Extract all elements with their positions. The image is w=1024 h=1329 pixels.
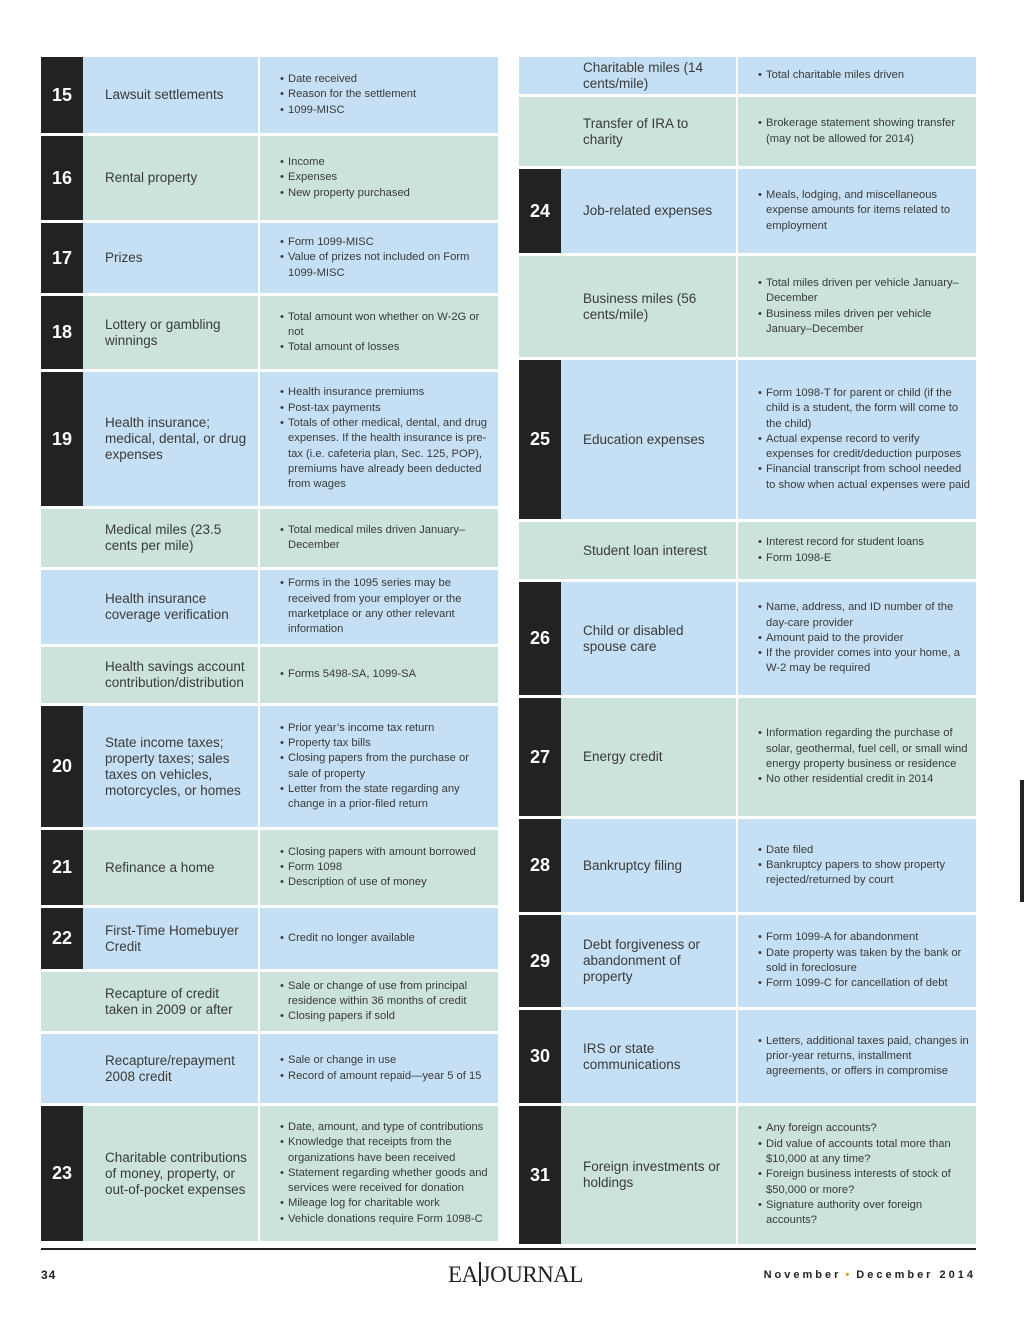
list-item: • Form 1099-A for abandonment — [758, 930, 970, 945]
documents-cell — [738, 915, 976, 1007]
documents-list — [758, 68, 904, 83]
row-number — [41, 972, 83, 1031]
row-number — [519, 97, 561, 166]
row-number: 26 — [519, 582, 561, 695]
list-item: • Forms in the 1095 series may be received from your employer or the marketplace or any other relevant information — [280, 576, 492, 637]
documents-cell — [260, 223, 498, 293]
documents-list — [280, 235, 492, 281]
list-item: • Signature authority over foreign accounts? — [758, 1198, 970, 1229]
logo-right: JOURNAL — [481, 1262, 583, 1287]
list-item: • Name, address, and ID number of the day-care provider — [758, 600, 970, 631]
list-item: • Expenses — [280, 170, 410, 185]
documents-list — [280, 72, 416, 118]
documents-list — [280, 1120, 492, 1227]
table-row — [41, 908, 498, 972]
list-item: • Sale or change of use from principal residence within 36 months of credit — [280, 979, 492, 1010]
list-item: • Date property was taken by the bank or sold in foreclosure — [758, 946, 970, 977]
category-cell — [561, 819, 738, 912]
list-item: • Description of use of money — [280, 875, 476, 890]
documents-list — [758, 843, 970, 889]
table-row — [519, 1010, 976, 1106]
documents-cell — [260, 57, 498, 133]
documents-list — [758, 276, 970, 337]
list-item: • If the provider comes into your home, a W-2 may be required — [758, 646, 970, 677]
category-label: IRS or state communications — [583, 1040, 681, 1072]
list-item: • Form 1099-MISC — [280, 235, 492, 250]
list-item: • Bankruptcy papers to show property rejected/returned by court — [758, 858, 970, 889]
documents-cell — [738, 582, 976, 695]
documents-list — [280, 310, 492, 356]
row-number: 29 — [519, 915, 561, 1007]
list-item: • Foreign business interests of stock of $50,000 or more? — [758, 1167, 970, 1198]
documents-cell — [260, 296, 498, 369]
category-cell — [83, 830, 260, 905]
row-number: 25 — [519, 360, 561, 519]
documents-cell — [260, 647, 498, 703]
list-item: • Reason for the settlement — [280, 87, 416, 102]
list-item: • Did value of accounts total more than $10,000 at any time? — [758, 1137, 970, 1168]
category-label: Charitable contributions of money, property, or out-of-pocket expenses — [105, 1149, 247, 1197]
list-item: • Total miles driven per vehicle January–December — [758, 276, 970, 307]
category-cell — [561, 582, 738, 695]
row-number: 18 — [41, 296, 83, 369]
category-cell — [561, 698, 738, 816]
category-label: Charitable miles (14 cents/mile) — [583, 59, 704, 91]
table-row — [41, 136, 498, 223]
category-cell — [83, 223, 260, 293]
table-row — [41, 972, 498, 1034]
table-row — [519, 582, 976, 698]
category-label: Child or disabled spouse care — [583, 622, 684, 654]
table-row — [519, 97, 976, 169]
list-item: • Any foreign accounts? — [758, 1121, 970, 1136]
category-cell — [561, 360, 738, 519]
row-number — [41, 570, 83, 644]
table-row — [41, 509, 498, 570]
table-row — [41, 1106, 498, 1244]
category-label: Foreign investments or holdings — [583, 1159, 721, 1190]
documents-list — [280, 523, 492, 554]
documents-cell — [260, 1106, 498, 1241]
category-label: Job-related expenses — [583, 203, 713, 218]
table-row — [519, 256, 976, 360]
category-cell — [83, 509, 260, 567]
category-label: Health savings account contribution/distribution — [105, 659, 245, 690]
category-label: Student loan interest — [583, 542, 707, 558]
category-label: Refinance a home — [105, 859, 215, 875]
category-label: Rental property — [105, 170, 198, 185]
documents-cell — [738, 360, 976, 519]
category-cell — [83, 972, 260, 1031]
list-item: • Actual expense record to verify expenses for credit/deduction purposes — [758, 432, 970, 463]
list-item: • Statement regarding whether goods and services were received for donation — [280, 1166, 492, 1197]
documents-list — [280, 721, 492, 813]
documents-cell — [738, 256, 976, 357]
table-row — [41, 1034, 498, 1106]
list-item: • Forms 5498-SA, 1099-SA — [280, 667, 416, 682]
documents-cell — [260, 372, 498, 506]
row-number: 22 — [41, 908, 83, 969]
list-item: • Post-tax payments — [280, 401, 492, 416]
category-cell — [83, 570, 260, 644]
row-number — [519, 57, 561, 94]
list-item: • Record of amount repaid—year 5 of 15 — [280, 1069, 481, 1084]
logo-left: EA — [448, 1262, 478, 1287]
documents-list — [280, 385, 492, 492]
list-item: • Closing papers if sold — [280, 1009, 492, 1024]
category-label: Debt forgiveness or abandonment of property — [583, 937, 701, 984]
documents-list — [758, 188, 970, 234]
documents-list — [280, 845, 476, 891]
list-item: • Totals of other medical, dental, and drug expenses. If the health insurance is pre-tax (i.e. cafeteria plan, Sec. 125, POP), premiums have already been deducted from wages — [280, 416, 492, 492]
list-item: • Mileage log for charitable work — [280, 1196, 492, 1211]
list-item: • Form 1099-C for cancellation of debt — [758, 976, 970, 991]
list-item: • Brokerage statement showing transfer (may not be allowed for 2014) — [758, 116, 970, 147]
documents-list — [758, 386, 970, 493]
list-item: • Health insurance premiums — [280, 385, 492, 400]
list-item: • Prior year’s income tax return — [280, 721, 492, 736]
list-item: • Letters, additional taxes paid, changes in prior-year returns, installment agreements, or offers in compromise — [758, 1034, 970, 1080]
category-cell — [561, 1010, 738, 1103]
documents-cell — [260, 706, 498, 827]
table-row — [519, 360, 976, 522]
list-item: • Date, amount, and type of contributions — [280, 1120, 492, 1135]
category-label: Prizes — [105, 250, 143, 265]
category-cell — [561, 97, 738, 166]
category-cell — [83, 1034, 260, 1103]
documents-cell — [260, 908, 498, 969]
documents-cell — [738, 819, 976, 912]
documents-cell — [260, 972, 498, 1031]
documents-cell — [738, 57, 976, 94]
list-item: • Information regarding the purchase of solar, geothermal, fuel cell, or small wind energy property business or residence — [758, 726, 970, 772]
category-cell — [83, 136, 260, 220]
category-label: Transfer of IRA to charity — [583, 115, 689, 147]
category-cell — [561, 1106, 738, 1244]
row-number: 23 — [41, 1106, 83, 1241]
row-number — [41, 647, 83, 703]
journal-logo — [448, 1262, 583, 1288]
table-row — [519, 915, 976, 1010]
list-item: • Closing papers with amount borrowed — [280, 845, 476, 860]
category-label: Recapture/repayment 2008 credit — [105, 1052, 235, 1084]
documents-list — [758, 1034, 970, 1080]
documents-list — [280, 1053, 481, 1084]
row-number: 27 — [519, 698, 561, 816]
row-number: 15 — [41, 57, 83, 133]
category-cell — [561, 256, 738, 357]
table-row — [519, 522, 976, 582]
page-number: 34 — [41, 1268, 57, 1282]
list-item: • Sale or change in use — [280, 1053, 481, 1068]
category-label: Business miles (56 cents/mile) — [583, 290, 697, 322]
table-row — [41, 296, 498, 372]
category-cell — [83, 57, 260, 133]
row-number: 30 — [519, 1010, 561, 1103]
edge-mark — [1020, 780, 1024, 902]
table-row — [41, 223, 498, 296]
list-item: • New property purchased — [280, 186, 410, 201]
list-item: • No other residential credit in 2014 — [758, 772, 970, 787]
category-cell — [561, 169, 738, 253]
documents-list — [280, 667, 416, 682]
row-number — [519, 256, 561, 357]
row-number: 21 — [41, 830, 83, 905]
category-cell — [83, 647, 260, 703]
table-row — [519, 169, 976, 256]
row-number: 20 — [41, 706, 83, 827]
row-number: 24 — [519, 169, 561, 253]
list-item: • Date filed — [758, 843, 970, 858]
list-item: • Income — [280, 155, 410, 170]
list-item: • Total amount of losses — [280, 340, 492, 355]
documents-list — [280, 155, 410, 201]
category-label: Education expenses — [583, 431, 705, 447]
issue-month2: December 2014 — [856, 1269, 976, 1281]
documents-list — [758, 535, 924, 566]
documents-cell — [260, 509, 498, 567]
list-item: • Total medical miles driven January–December — [280, 523, 492, 554]
logo-bar — [479, 1262, 481, 1286]
table-row — [41, 706, 498, 830]
category-label: Lottery or gambling winnings — [105, 316, 221, 348]
row-number: 28 — [519, 819, 561, 912]
category-label: Bankruptcy filing — [583, 857, 683, 873]
documents-list — [280, 979, 492, 1025]
table-row — [41, 57, 498, 136]
list-item: • Property tax bills — [280, 736, 492, 751]
category-label: First-Time Homebuyer Credit — [105, 922, 239, 954]
table-row — [41, 830, 498, 908]
separator-dot: • — [845, 1269, 853, 1281]
table-row — [519, 1106, 976, 1247]
table-row — [41, 570, 498, 647]
category-cell — [83, 706, 260, 827]
list-item: • Credit no longer available — [280, 931, 415, 946]
documents-cell — [738, 1010, 976, 1103]
documents-list — [280, 576, 492, 637]
documents-list — [758, 726, 970, 787]
documents-cell — [738, 1106, 976, 1244]
list-item: • Meals, lodging, and miscellaneous expense amounts for items related to employment — [758, 188, 970, 234]
list-item: • Amount paid to the provider — [758, 631, 970, 646]
list-item: • Form 1098-T for parent or child (if the child is a student, the form will come to the child) — [758, 386, 970, 432]
documents-cell — [738, 522, 976, 579]
documents-list — [758, 116, 970, 147]
category-cell — [561, 57, 738, 94]
left-column — [41, 57, 498, 1244]
documents-list — [758, 600, 970, 676]
table-row — [41, 647, 498, 706]
documents-cell — [738, 698, 976, 816]
list-item: • Date received — [280, 72, 416, 87]
category-label: State income taxes; property taxes; sales taxes on vehicles, motorcycles, or homes — [105, 734, 241, 798]
category-cell — [83, 1106, 260, 1241]
row-number — [41, 509, 83, 567]
list-item: • Form 1098-E — [758, 551, 924, 566]
list-item: • Interest record for student loans — [758, 535, 924, 550]
category-cell — [561, 522, 738, 579]
table-row — [519, 698, 976, 819]
row-number: 17 — [41, 223, 83, 293]
list-item: • Vehicle donations require Form 1098-C — [280, 1212, 492, 1227]
table-row — [519, 57, 976, 97]
list-item: • Total charitable miles driven — [758, 68, 904, 83]
category-cell — [83, 372, 260, 506]
row-number — [41, 1034, 83, 1103]
row-number: 19 — [41, 372, 83, 506]
category-label: Recapture of credit taken in 2009 or after — [105, 985, 233, 1017]
category-cell — [561, 915, 738, 1007]
issue-date — [764, 1269, 976, 1281]
table-row — [41, 372, 498, 509]
documents-cell — [738, 97, 976, 166]
documents-cell — [738, 169, 976, 253]
list-item: • Closing papers from the purchase or sale of property — [280, 751, 492, 782]
list-item: • Business miles driven per vehicle January–December — [758, 307, 970, 338]
list-item: • Knowledge that receipts from the organizations have been received — [280, 1135, 492, 1166]
category-cell — [83, 296, 260, 369]
documents-list — [280, 931, 415, 946]
list-item: • 1099-MISC — [280, 103, 416, 118]
list-item: • Total amount won whether on W-2G or not — [280, 310, 492, 341]
row-number: 16 — [41, 136, 83, 220]
documents-list — [758, 930, 970, 991]
row-number: 31 — [519, 1106, 561, 1244]
documents-cell — [260, 570, 498, 644]
category-label: Health insurance coverage verification — [105, 591, 229, 622]
documents-cell — [260, 1034, 498, 1103]
category-label: Health insurance; medical, dental, or drug expenses — [105, 415, 247, 462]
row-number — [519, 522, 561, 579]
list-item: • Form 1098 — [280, 860, 476, 875]
category-label: Lawsuit settlements — [105, 87, 224, 102]
category-cell — [83, 908, 260, 969]
list-item: • Value of prizes not included on Form 1099-MISC — [280, 250, 492, 281]
footer-rule — [41, 1248, 976, 1250]
documents-cell — [260, 830, 498, 905]
category-label: Medical miles (23.5 cents per mile) — [105, 522, 222, 553]
list-item: • Letter from the state regarding any change in a prior-filed return — [280, 782, 492, 813]
documents-cell — [260, 136, 498, 220]
list-item: • Financial transcript from school needed to show when actual expenses were paid — [758, 462, 970, 493]
category-label: Energy credit — [583, 749, 663, 764]
table-row — [519, 819, 976, 915]
right-column — [519, 57, 976, 1247]
issue-month1: November — [763, 1269, 842, 1281]
documents-list — [758, 1121, 970, 1228]
